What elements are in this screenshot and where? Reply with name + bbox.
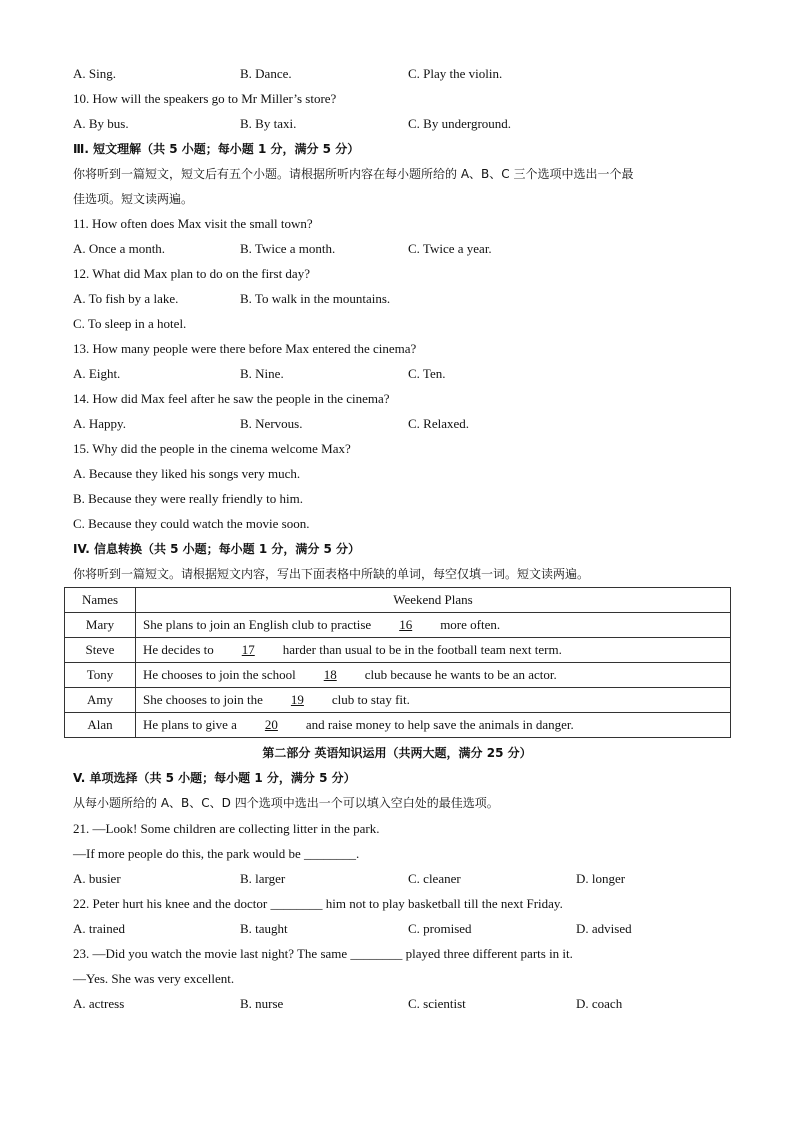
plan-text: He chooses to join the school <box>143 667 296 682</box>
q13-option-c: C. Ten. <box>408 366 446 381</box>
q22-question: 22. Peter hurt his knee and the doctor ________ him not to play basketball till the next Friday. <box>73 896 563 911</box>
answer-blank: 18 <box>323 667 337 682</box>
q21-option-c: C. cleaner <box>408 871 461 886</box>
row-plan <box>136 663 731 688</box>
plan-text: She plans to join an English club to practise <box>143 617 372 632</box>
table-row <box>65 688 731 713</box>
q11-option-b: B. Twice a month. <box>240 241 336 256</box>
row-plan <box>136 613 731 638</box>
answer-blank: 19 <box>290 692 304 707</box>
q12-option-c: C. To sleep in a hotel. <box>73 316 187 331</box>
section3-instructions-1: 你将听到一篇短文，短文后有五个小题。请根据所听内容在每小题所给的 A、B、C 三个选项中选出一个最 <box>73 167 634 181</box>
q23-line2: —Yes. She was very excellent. <box>73 971 235 986</box>
plan-text: She chooses to join the <box>143 692 263 707</box>
q21-option-b: B. larger <box>240 871 286 886</box>
q9-option-a: A. Sing. <box>73 66 116 81</box>
plan-text: He decides to <box>143 642 214 657</box>
q15-option-a: A. Because they liked his songs very much. <box>73 466 301 481</box>
table-row <box>65 713 731 738</box>
q10-question: 10. How will the speakers go to Mr Miller’s store? <box>73 91 337 106</box>
q11-question: 11. How often does Max visit the small town? <box>73 216 313 231</box>
table-header-row <box>65 588 731 613</box>
q14-option-b: B. Nervous. <box>240 416 303 431</box>
answer-blank: 17 <box>241 642 255 657</box>
q21-option-a: A. busier <box>73 871 121 886</box>
plan-text: club because he wants to be an actor. <box>364 667 557 682</box>
q15-option-c: C. Because they could watch the movie soon. <box>73 516 310 531</box>
q11-option-c: C. Twice a year. <box>408 241 492 256</box>
q23-option-c: C. scientist <box>408 996 466 1011</box>
row-name: Tony <box>65 663 136 688</box>
plan-text: harder than usual to be in the football team next term. <box>282 642 562 657</box>
row-name: Alan <box>65 713 136 738</box>
q22-option-b: B. taught <box>240 921 288 936</box>
part2-title: 第二部分 英语知识运用（共两大题，满分 25 分） <box>262 746 532 760</box>
table-row <box>65 638 731 663</box>
plan-text: club to stay fit. <box>331 692 410 707</box>
q22-option-d: D. advised <box>576 921 632 936</box>
table-row <box>65 613 731 638</box>
q22-option-c: C. promised <box>408 921 472 936</box>
q11-option-a: A. Once a month. <box>73 241 166 256</box>
row-name: Mary <box>65 613 136 638</box>
q12-option-b: B. To walk in the mountains. <box>240 291 391 306</box>
answer-blank: 20 <box>264 717 278 732</box>
answer-blank: 16 <box>399 617 413 632</box>
q21-option-d: D. longer <box>576 871 626 886</box>
q13-option-b: B. Nine. <box>240 366 284 381</box>
q13-option-a: A. Eight. <box>73 366 121 381</box>
section3-title: Ⅲ. 短文理解（共 5 小题；每小题 1 分，满分 5 分） <box>73 142 360 156</box>
plan-text: more often. <box>440 617 501 632</box>
section5-instructions: 从每小题所给的 A、B、C、D 四个选项中选出一个可以填入空白处的最佳选项。 <box>73 796 499 810</box>
weekend-plans-table <box>64 587 731 738</box>
q10-option-b: B. By taxi. <box>240 116 297 131</box>
q12-question: 12. What did Max plan to do on the first day? <box>73 266 310 281</box>
section5-title: V. 单项选择（共 5 小题；每小题 1 分，满分 5 分） <box>73 771 356 785</box>
row-plan <box>136 688 731 713</box>
q14-option-c: C. Relaxed. <box>408 416 470 431</box>
table-row <box>65 663 731 688</box>
header-weekend-plans: Weekend Plans <box>136 588 731 613</box>
header-names: Names <box>65 588 136 613</box>
q10-option-a: A. By bus. <box>73 116 129 131</box>
section3-instructions-2: 佳选项。短文读两遍。 <box>73 192 194 206</box>
section4-instructions: 你将听到一篇短文。请根据短文内容，写出下面表格中所缺的单词，每空仅填一词。短文读两遍。 <box>73 567 590 581</box>
q13-question: 13. How many people were there before Max entered the cinema? <box>73 341 417 356</box>
row-plan <box>136 713 731 738</box>
row-plan <box>136 638 731 663</box>
row-name: Amy <box>65 688 136 713</box>
q15-question: 15. Why did the people in the cinema welcome Max? <box>73 441 351 456</box>
plan-text: He plans to give a <box>143 717 237 732</box>
q21-line2: —If more people do this, the park would be ________. <box>73 846 360 861</box>
q22-option-a: A. trained <box>73 921 125 936</box>
row-name: Steve <box>65 638 136 663</box>
q23-option-a: A. actress <box>73 996 125 1011</box>
q15-option-b: B. Because they were really friendly to him. <box>73 491 303 506</box>
section4-title: IV. 信息转换（共 5 小题；每小题 1 分，满分 5 分） <box>73 542 361 556</box>
q9-option-c: C. Play the violin. <box>408 66 503 81</box>
q14-option-a: A. Happy. <box>73 416 126 431</box>
q10-option-c: C. By underground. <box>408 116 512 131</box>
q21-line1: 21. —Look! Some children are collecting litter in the park. <box>73 821 380 836</box>
q9-option-b: B. Dance. <box>240 66 292 81</box>
q23-option-d: D. coach <box>576 996 623 1011</box>
q23-line1: 23. —Did you watch the movie last night? The same ________ played three different parts in it. <box>73 946 573 961</box>
q23-option-b: B. nurse <box>240 996 284 1011</box>
q12-option-a: A. To fish by a lake. <box>73 291 179 306</box>
plan-text: and raise money to help save the animals in danger. <box>305 717 574 732</box>
q14-question: 14. How did Max feel after he saw the people in the cinema? <box>73 391 390 406</box>
